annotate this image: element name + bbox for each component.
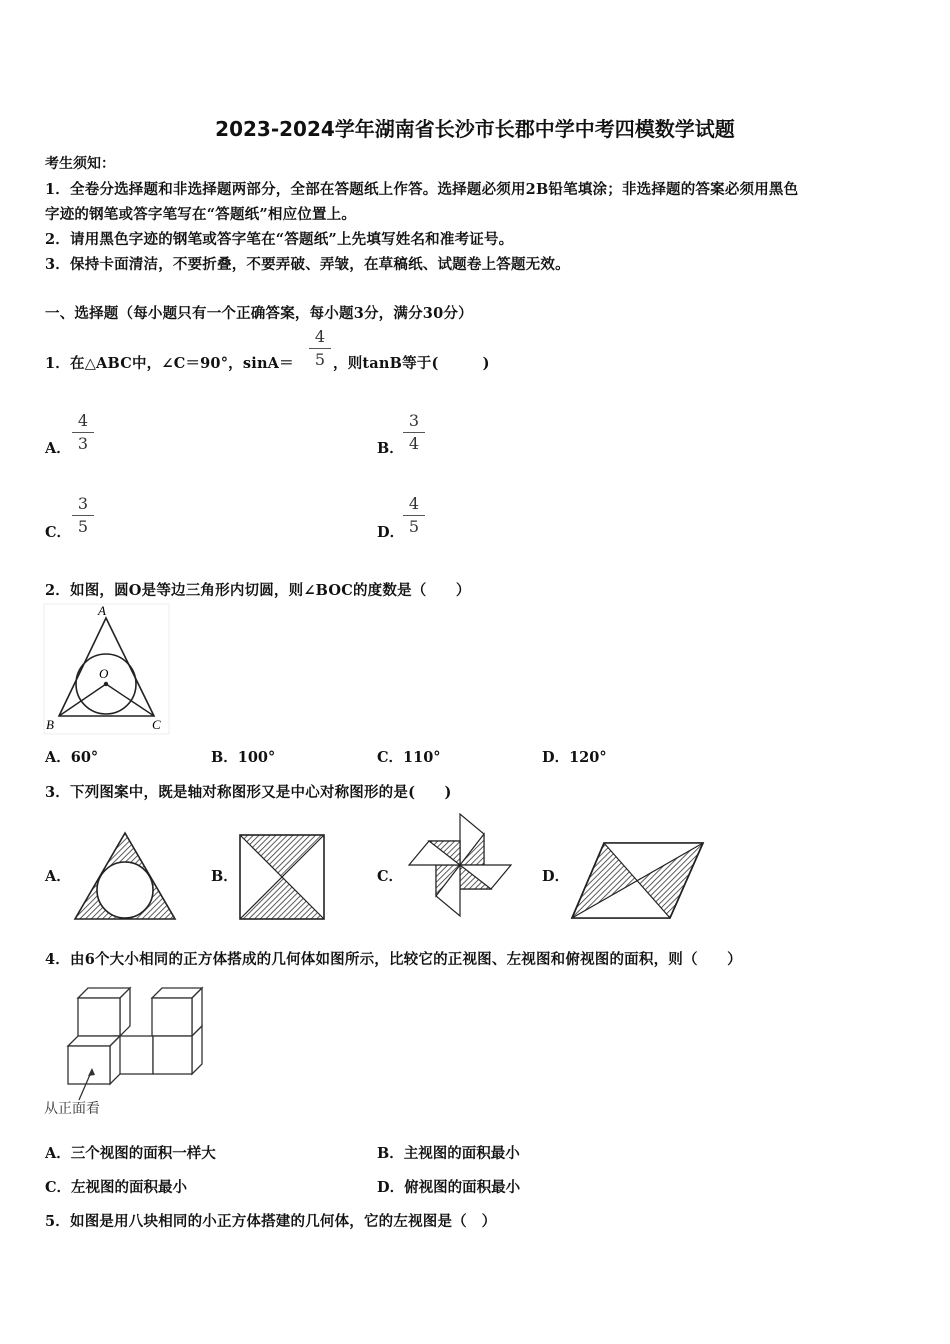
q3-option-b-label[interactable]: B． [211, 868, 238, 885]
q3-figure-b-square-hourglass [238, 833, 326, 921]
q3-option-c-label[interactable]: C． [377, 868, 404, 885]
q2-label-o: O [99, 666, 109, 681]
q3-option-d-label[interactable]: D． [542, 868, 570, 885]
q1-fraction [309, 326, 331, 371]
q1-option-d-label[interactable]: D． [377, 524, 405, 541]
q1-option-a-label[interactable]: A． [45, 440, 71, 457]
q1-option-c-label[interactable]: C． [45, 524, 72, 541]
q2-label-b: B [46, 717, 54, 732]
q1-suffix: ，则tanB等于( ) [333, 355, 490, 372]
notice-line-3: 3．保持卡面清洁，不要折叠，不要弄破、弄皱，在草稿纸、试题卷上答题无效。 [45, 256, 570, 273]
section-heading: 一、选择题（每小题只有一个正确答案，每小题3分，满分30分） [45, 305, 473, 322]
notice-heading: 考生须知： [45, 156, 115, 172]
page-title: 2023-2024学年湖南省长沙市长郡中学中考四模数学试题 [215, 117, 735, 141]
q3-figure-a-triangle-circle [72, 830, 178, 922]
q4-fig-caption: 从正面看 [44, 1101, 100, 1117]
q1-b-num: 3 [403, 410, 425, 433]
q2-label-a: A [98, 603, 106, 618]
q1-frac-num: 4 [309, 326, 331, 349]
q4-option-d[interactable]: D．俯视图的面积最小 [377, 1179, 521, 1196]
q1-b-den: 4 [408, 434, 420, 453]
q2-option-c[interactable]: C．110° [377, 749, 441, 766]
q2-figure-incircle-triangle [44, 604, 169, 734]
q3-option-a-label[interactable]: A． [45, 868, 71, 885]
q5-text: 5．如图是用八块相同的小正方体搭建的几何体，它的左视图是（ ） [45, 1213, 497, 1230]
q3-figure-c-pinwheel [404, 812, 516, 922]
notice-line-2: 2．请用黑色字迹的钢笔或答字笔在“答题纸”上先填写姓名和准考证号。 [45, 231, 514, 248]
q1-option-c-fraction [72, 493, 94, 538]
q1-d-num: 4 [403, 493, 425, 516]
q3-figure-d-parallelogram [570, 840, 706, 922]
q1-a-num: 4 [72, 410, 94, 433]
q4-text: 4．由6个大小相同的正方体搭成的几何体如图所示，比较它的正视图、左视图和俯视图的面积，则（ ） [45, 951, 742, 968]
q1-frac-den: 5 [314, 350, 326, 369]
q3-text: 3．下列图案中，既是轴对称图形又是中心对称图形的是( ) [45, 784, 452, 801]
q1-c-num: 3 [72, 493, 94, 516]
notice-line-1b: 字迹的钢笔或答字笔写在“答题纸”相应位置上。 [45, 206, 357, 223]
q1-option-a-fraction [72, 410, 94, 455]
notice-line-1a: 1．全卷分选择题和非选择题两部分，全部在答题纸上作答。选择题必须用2B铅笔填涂；非选择题的答案必须用黑色 [45, 181, 799, 198]
q2-label-c: C [152, 717, 161, 732]
q1-d-den: 5 [408, 517, 420, 536]
q4-option-a[interactable]: A．三个视图的面积一样大 [45, 1145, 216, 1162]
q1-a-den: 3 [77, 434, 89, 453]
q2-option-d[interactable]: D．120° [542, 749, 607, 766]
q1-prefix: 1．在△ABC中，∠C＝90°，sinA＝ [45, 355, 294, 372]
q1-c-den: 5 [77, 517, 89, 536]
q4-option-b[interactable]: B．主视图的面积最小 [377, 1145, 520, 1162]
q2-option-b[interactable]: B．100° [211, 749, 276, 766]
q4-option-c[interactable]: C．左视图的面积最小 [45, 1179, 188, 1196]
q1-option-b-fraction [403, 410, 425, 455]
q2-option-a[interactable]: A．60° [45, 749, 99, 766]
q1-option-b-label[interactable]: B． [377, 440, 404, 457]
q2-text: 2．如图，圆O是等边三角形内切圆，则∠BOC的度数是（ ） [45, 582, 471, 599]
q4-figure-cubes [44, 980, 204, 1120]
q1-option-d-fraction [403, 493, 425, 538]
